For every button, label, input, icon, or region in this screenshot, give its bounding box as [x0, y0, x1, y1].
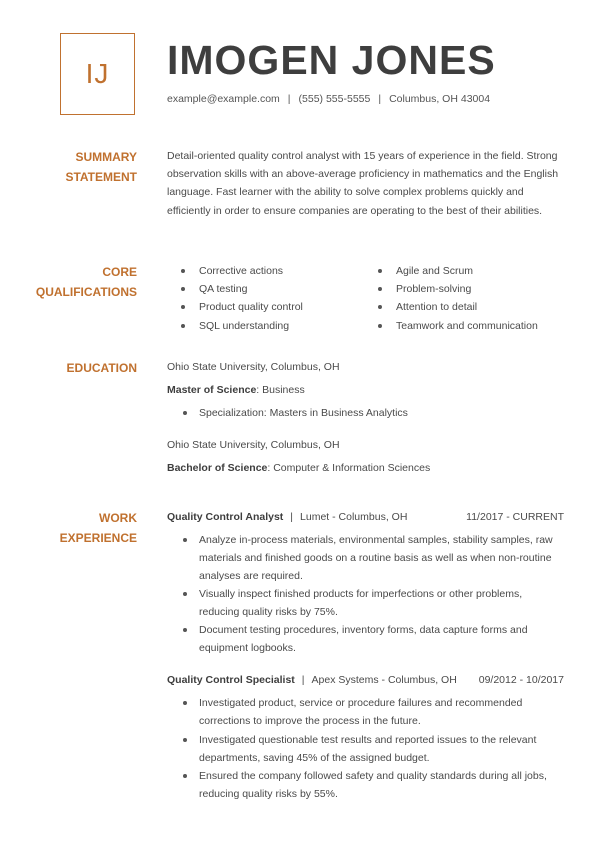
bullet-dot — [181, 324, 185, 328]
job-header — [167, 671, 564, 689]
bullet-dot — [181, 305, 185, 309]
bullet-dot — [181, 287, 185, 291]
job-role: Quality Control Specialist — [167, 674, 295, 686]
education-bullet-text: Specialization: Masters in Business Analytics — [199, 407, 408, 419]
monogram-logo — [60, 33, 135, 115]
bullet-dot — [378, 287, 382, 291]
bullet-dot — [183, 538, 187, 542]
job-bullet — [199, 694, 559, 730]
bullet-dot — [378, 269, 382, 273]
degree-field: : Business — [256, 384, 305, 396]
bullet-dot — [183, 738, 187, 742]
bullet-dot — [378, 324, 382, 328]
degree-name: Master of Science — [167, 384, 257, 396]
contact-separator: | — [378, 93, 382, 105]
qualifications-section-title — [36, 262, 137, 302]
qualification-label: SQL understanding — [199, 319, 290, 332]
summary-text: Detail-oriented quality control analyst with 15 years of experience in the field. Strong observation skills with an above-average proficiency in mathematics and the English language. Fast learner with the ability to solve complex problems quickly and efficiently in order to ensure companies are operating to the best of their abilities. — [167, 150, 559, 217]
contact-line — [167, 93, 490, 105]
qualification-label: Attention to detail — [396, 301, 478, 314]
qualification-item — [377, 280, 570, 298]
qualification-label: Product quality control — [199, 301, 303, 314]
bullet-dot — [181, 269, 185, 273]
bullet-dot — [378, 305, 382, 309]
job-header — [167, 508, 564, 526]
qualifications-title-line1: CORE — [102, 265, 137, 279]
contact-email[interactable]: example@example.com — [167, 93, 280, 105]
summary-title-line2: STATEMENT — [65, 170, 137, 184]
qualification-item — [180, 262, 377, 280]
job-bullet — [199, 585, 559, 621]
qualification-item — [377, 317, 570, 335]
qualification-label: Agile and Scrum — [396, 265, 474, 277]
education-school: Ohio State University, Columbus, OH — [167, 439, 340, 451]
education-degree — [167, 459, 430, 477]
job-bullet — [199, 767, 559, 803]
qualification-item — [180, 317, 377, 335]
job-company: Apex Systems - Columbus, OH — [311, 674, 457, 686]
job-bullet-text: Visually inspect finished products for imperfections or other problems, reducing quality risks by 75%. — [199, 588, 523, 619]
bullet-dot — [183, 411, 187, 415]
education-bullet — [199, 404, 559, 422]
qualification-label: Teamwork and communication — [396, 319, 538, 332]
job-bullet-text: Investigated product, service or procedure failures and recommended corrections to improve the process in the future. — [199, 697, 523, 728]
qualification-item — [180, 280, 377, 298]
bullet-dot — [183, 701, 187, 705]
qualifications-list — [180, 262, 570, 335]
education-school: Ohio State University, Columbus, OH — [167, 361, 340, 373]
contact-location: Columbus, OH 43004 — [389, 93, 491, 105]
job-separator: | — [290, 511, 294, 523]
qualification-item — [377, 262, 570, 280]
qualification-item — [180, 298, 377, 316]
qualification-label: QA testing — [199, 283, 248, 296]
job-role: Quality Control Analyst — [167, 511, 284, 523]
job-bullet-text: Analyze in-process materials, environmental samples, stability samples, raw materials and finished goods on a routine basis as well as when non-routine analyses are required. — [199, 534, 553, 583]
bullet-dot — [183, 592, 187, 596]
summary-title-line1: SUMMARY — [75, 150, 137, 164]
bullet-dot — [183, 628, 187, 632]
degree-name: Bachelor of Science — [167, 462, 268, 474]
job-dates: 11/2017 - CURRENT — [466, 511, 564, 523]
job-bullet — [199, 531, 559, 586]
education-degree — [167, 381, 305, 399]
work-section-title — [60, 508, 137, 548]
education-section-title: EDUCATION — [66, 361, 137, 375]
qualification-label: Problem-solving — [396, 283, 472, 296]
candidate-name: IMOGEN JONES — [167, 37, 496, 83]
qualification-item — [377, 298, 570, 316]
job-bullet — [199, 621, 559, 657]
bullet-dot — [183, 774, 187, 778]
job-bullet-text: Ensured the company followed safety and quality standards during all jobs, reducing quality risks by 55%. — [199, 770, 547, 801]
monogram-text: IJ — [85, 58, 110, 89]
degree-field: : Computer & Information Sciences — [267, 462, 431, 474]
job-bullet-text: Document testing procedures, inventory forms, data capture forms and equipment logbooks. — [199, 624, 528, 655]
work-title-line1: WORK — [99, 511, 137, 525]
summary-section-title — [65, 147, 137, 187]
job-bullet-text: Investigated questionable test results and reported issues to the relevant departments, saving 45% of the assigned budget. — [199, 734, 537, 765]
work-title-line2: EXPERIENCE — [59, 531, 137, 545]
contact-separator: | — [287, 93, 291, 105]
qualification-label: Corrective actions — [199, 265, 284, 277]
job-dates: 09/2012 - 10/2017 — [478, 674, 564, 686]
contact-phone: (555) 555-5555 — [298, 93, 371, 105]
qualifications-title-line2: QUALIFICATIONS — [35, 285, 137, 299]
job-bullet — [199, 731, 559, 767]
job-separator: | — [301, 674, 305, 686]
job-company: Lumet - Columbus, OH — [300, 511, 408, 523]
